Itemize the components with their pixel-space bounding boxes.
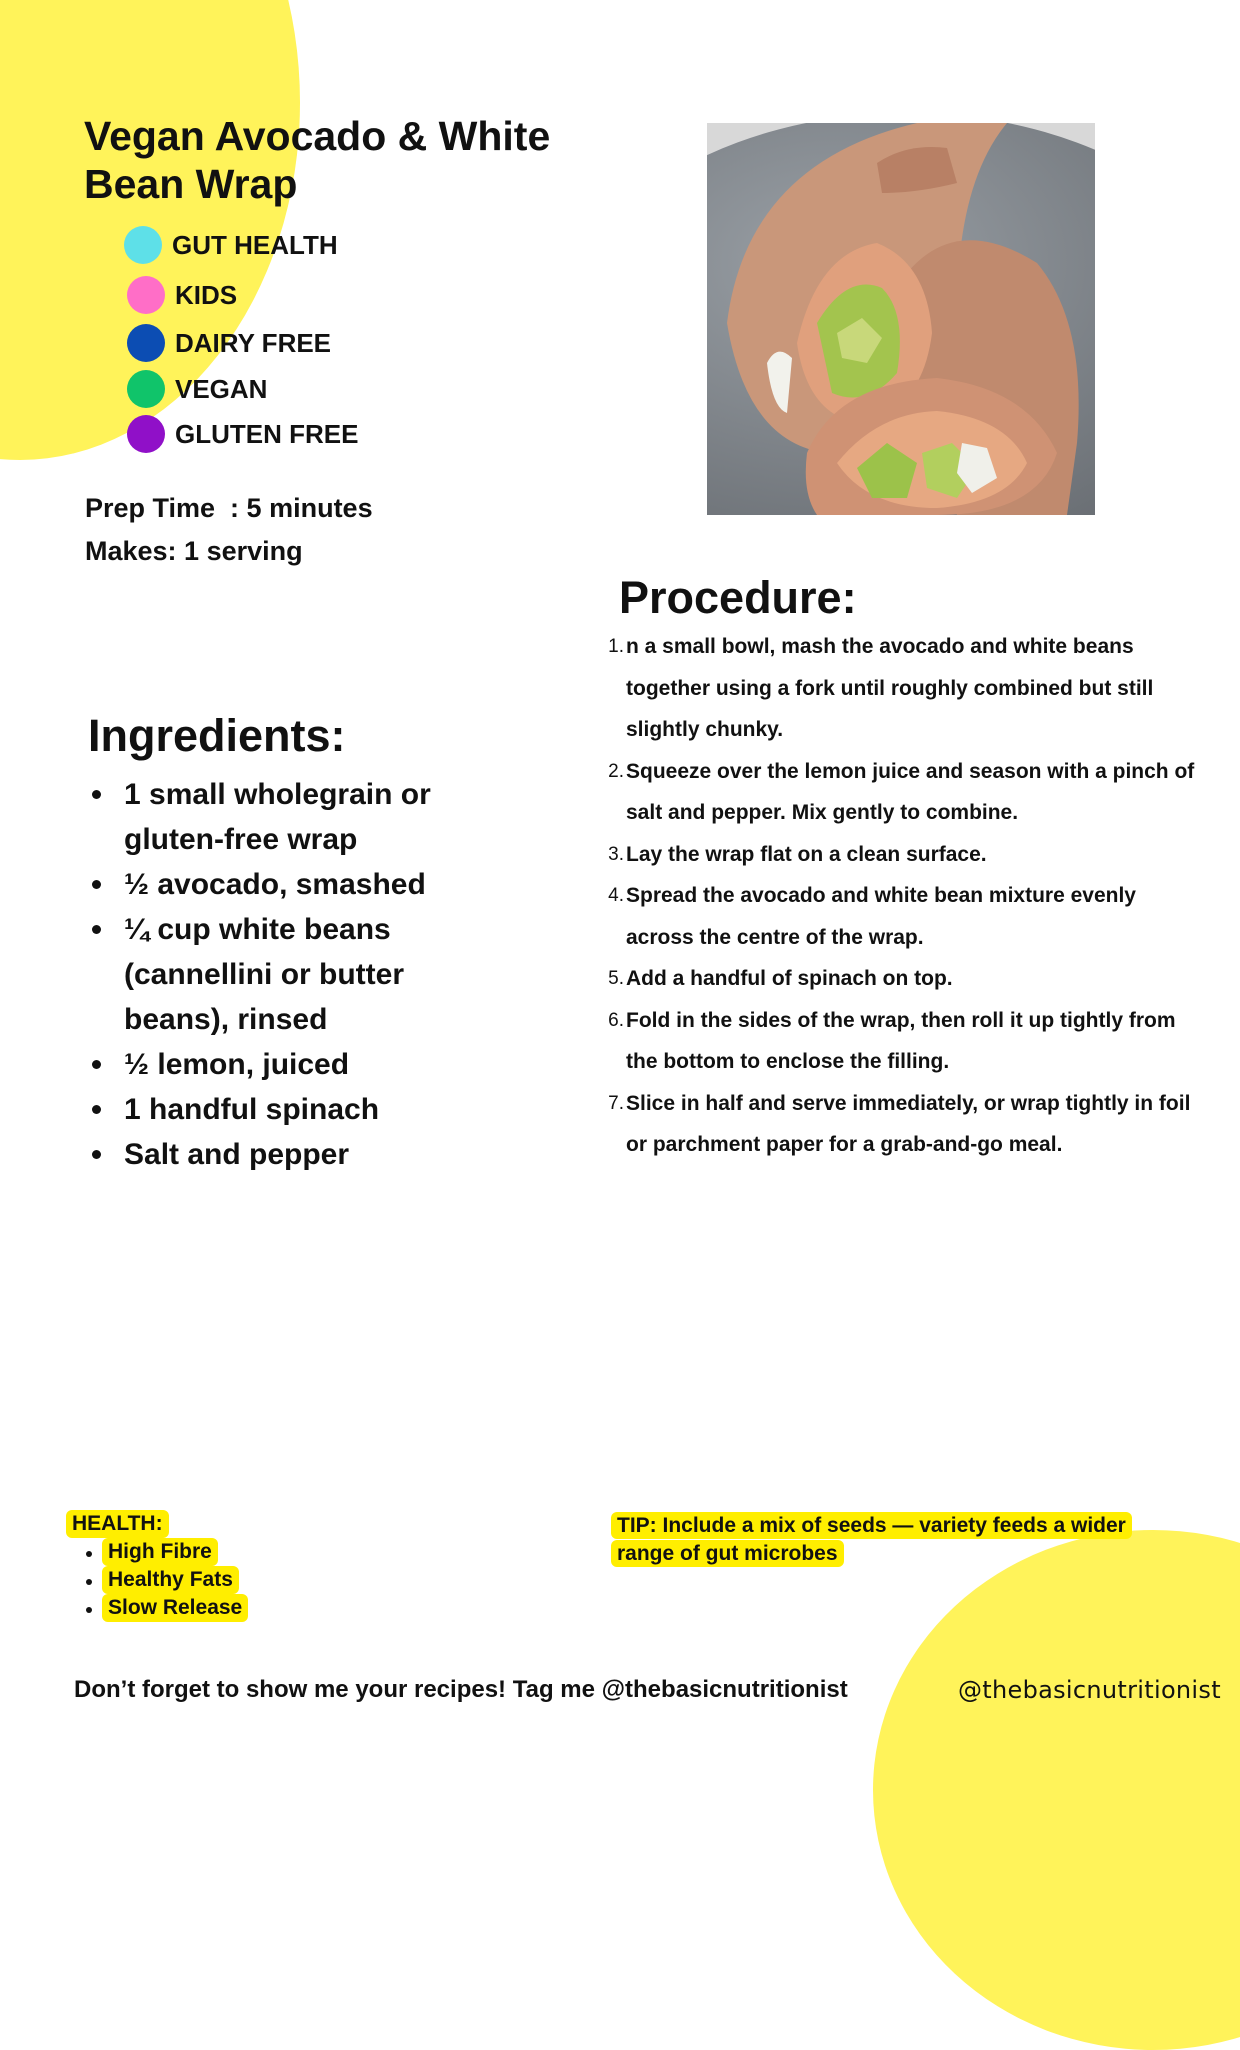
procedure-step	[600, 751, 1200, 834]
gut-health-color-dot-icon	[124, 226, 162, 264]
bullet-icon	[86, 1551, 92, 1557]
recipe-title-line-2: Bean Wrap	[84, 161, 298, 207]
step-number: 6.	[608, 1009, 624, 1031]
kids-color-dot-icon	[127, 276, 165, 314]
footer-call-to-action: Don’t forget to show me your recipes! Tag me @thebasicnutritionist	[74, 1676, 848, 1703]
health-item: Slow Release	[102, 1594, 248, 1622]
procedure-step	[600, 875, 1200, 958]
tip-callout	[611, 1512, 1171, 1568]
step-number: 7.	[608, 1092, 624, 1114]
step-text: n a small bowl, mash the avocado and white beans together using a fork until roughly combined but still slightly chunky.	[626, 635, 1154, 741]
procedure-step	[600, 1083, 1200, 1166]
procedure-step	[600, 626, 1200, 751]
step-text: Spread the avocado and white bean mixture evenly across the centre of the wrap.	[626, 884, 1136, 949]
ingredients-list	[86, 772, 506, 1177]
bullet-icon	[92, 1105, 101, 1114]
step-number: 3.	[608, 843, 624, 865]
recipe-title-line-1: Vegan Avocado & White	[84, 113, 551, 159]
step-text: Add a handful of spinach on top.	[626, 967, 953, 990]
tag-gluten-free	[127, 415, 487, 455]
ingredients-heading: Ingredients:	[88, 710, 346, 761]
step-text: Slice in half and serve immediately, or wrap tightly in foil or parchment paper for a grab-and-go meal.	[626, 1091, 1191, 1156]
procedure-step	[600, 1000, 1200, 1083]
step-text: Lay the wrap flat on a clean surface.	[626, 842, 987, 866]
wrap-photo-illustration	[707, 123, 1095, 515]
ingredient-item: Salt and pepper	[86, 1132, 506, 1177]
recipe-meta	[85, 487, 373, 573]
ingredient-item: 1 small wholegrain or gluten-free wrap	[86, 772, 506, 862]
gluten-free-color-dot-icon	[127, 415, 165, 453]
step-text: Fold in the sides of the wrap, then roll it up tightly from the bottom to enclose the filling.	[626, 1008, 1176, 1073]
tip-text: TIP: Include a mix of seeds — variety feeds a wider range of gut microbes	[611, 1512, 1132, 1567]
recipe-title	[84, 112, 604, 208]
tag-label: GLUTEN FREE	[175, 419, 359, 449]
prep-time: Prep Time : 5 minutes	[85, 493, 373, 523]
step-number: 4.	[608, 885, 624, 906]
tag-label: GUT HEALTH	[172, 230, 338, 260]
social-handle: @thebasicnutritionist	[958, 1676, 1221, 1704]
bullet-icon	[92, 925, 101, 934]
tag-vegan	[127, 370, 487, 410]
health-item: Healthy Fats	[102, 1566, 239, 1594]
procedure-step	[600, 834, 1200, 876]
procedure-step	[600, 958, 1200, 1000]
health-title: HEALTH:	[66, 1510, 169, 1538]
bullet-icon	[86, 1579, 92, 1585]
bullet-icon	[92, 1060, 101, 1069]
bullet-icon	[92, 1150, 101, 1159]
step-number: 5.	[608, 968, 624, 989]
tag-label: KIDS	[175, 280, 238, 310]
tag-gut-health	[124, 226, 484, 266]
step-number: 1.	[608, 636, 624, 657]
tag-label: VEGAN	[175, 374, 268, 404]
bullet-icon	[86, 1607, 92, 1613]
yellow-circle-decoration-bottom-right	[873, 1530, 1240, 2050]
step-text: Squeeze over the lemon juice and season with a pinch of salt and pepper. Mix gently to combine.	[626, 759, 1195, 824]
tag-dairy-free	[127, 324, 487, 364]
tag-label: DAIRY FREE	[175, 328, 332, 358]
ingredient-item: ¼ cup white beans (cannellini or butter beans), rinsed	[86, 907, 454, 1042]
ingredient-item: ½ avocado, smashed	[86, 862, 506, 907]
ingredient-item: 1 handful spinach	[86, 1087, 506, 1132]
dairy-free-color-dot-icon	[127, 324, 165, 362]
health-item: High Fibre	[102, 1538, 218, 1566]
step-number: 2.	[608, 760, 624, 782]
servings: Makes: 1 serving	[85, 536, 303, 566]
bullet-icon	[92, 880, 101, 889]
procedure-steps	[600, 626, 1200, 1166]
wrap-photo	[707, 123, 1095, 515]
bullet-icon	[92, 790, 101, 799]
procedure-heading: Procedure:	[619, 572, 857, 623]
tag-kids	[127, 276, 487, 316]
ingredient-item: ½ lemon, juiced	[86, 1042, 506, 1087]
vegan-color-dot-icon	[127, 370, 165, 408]
